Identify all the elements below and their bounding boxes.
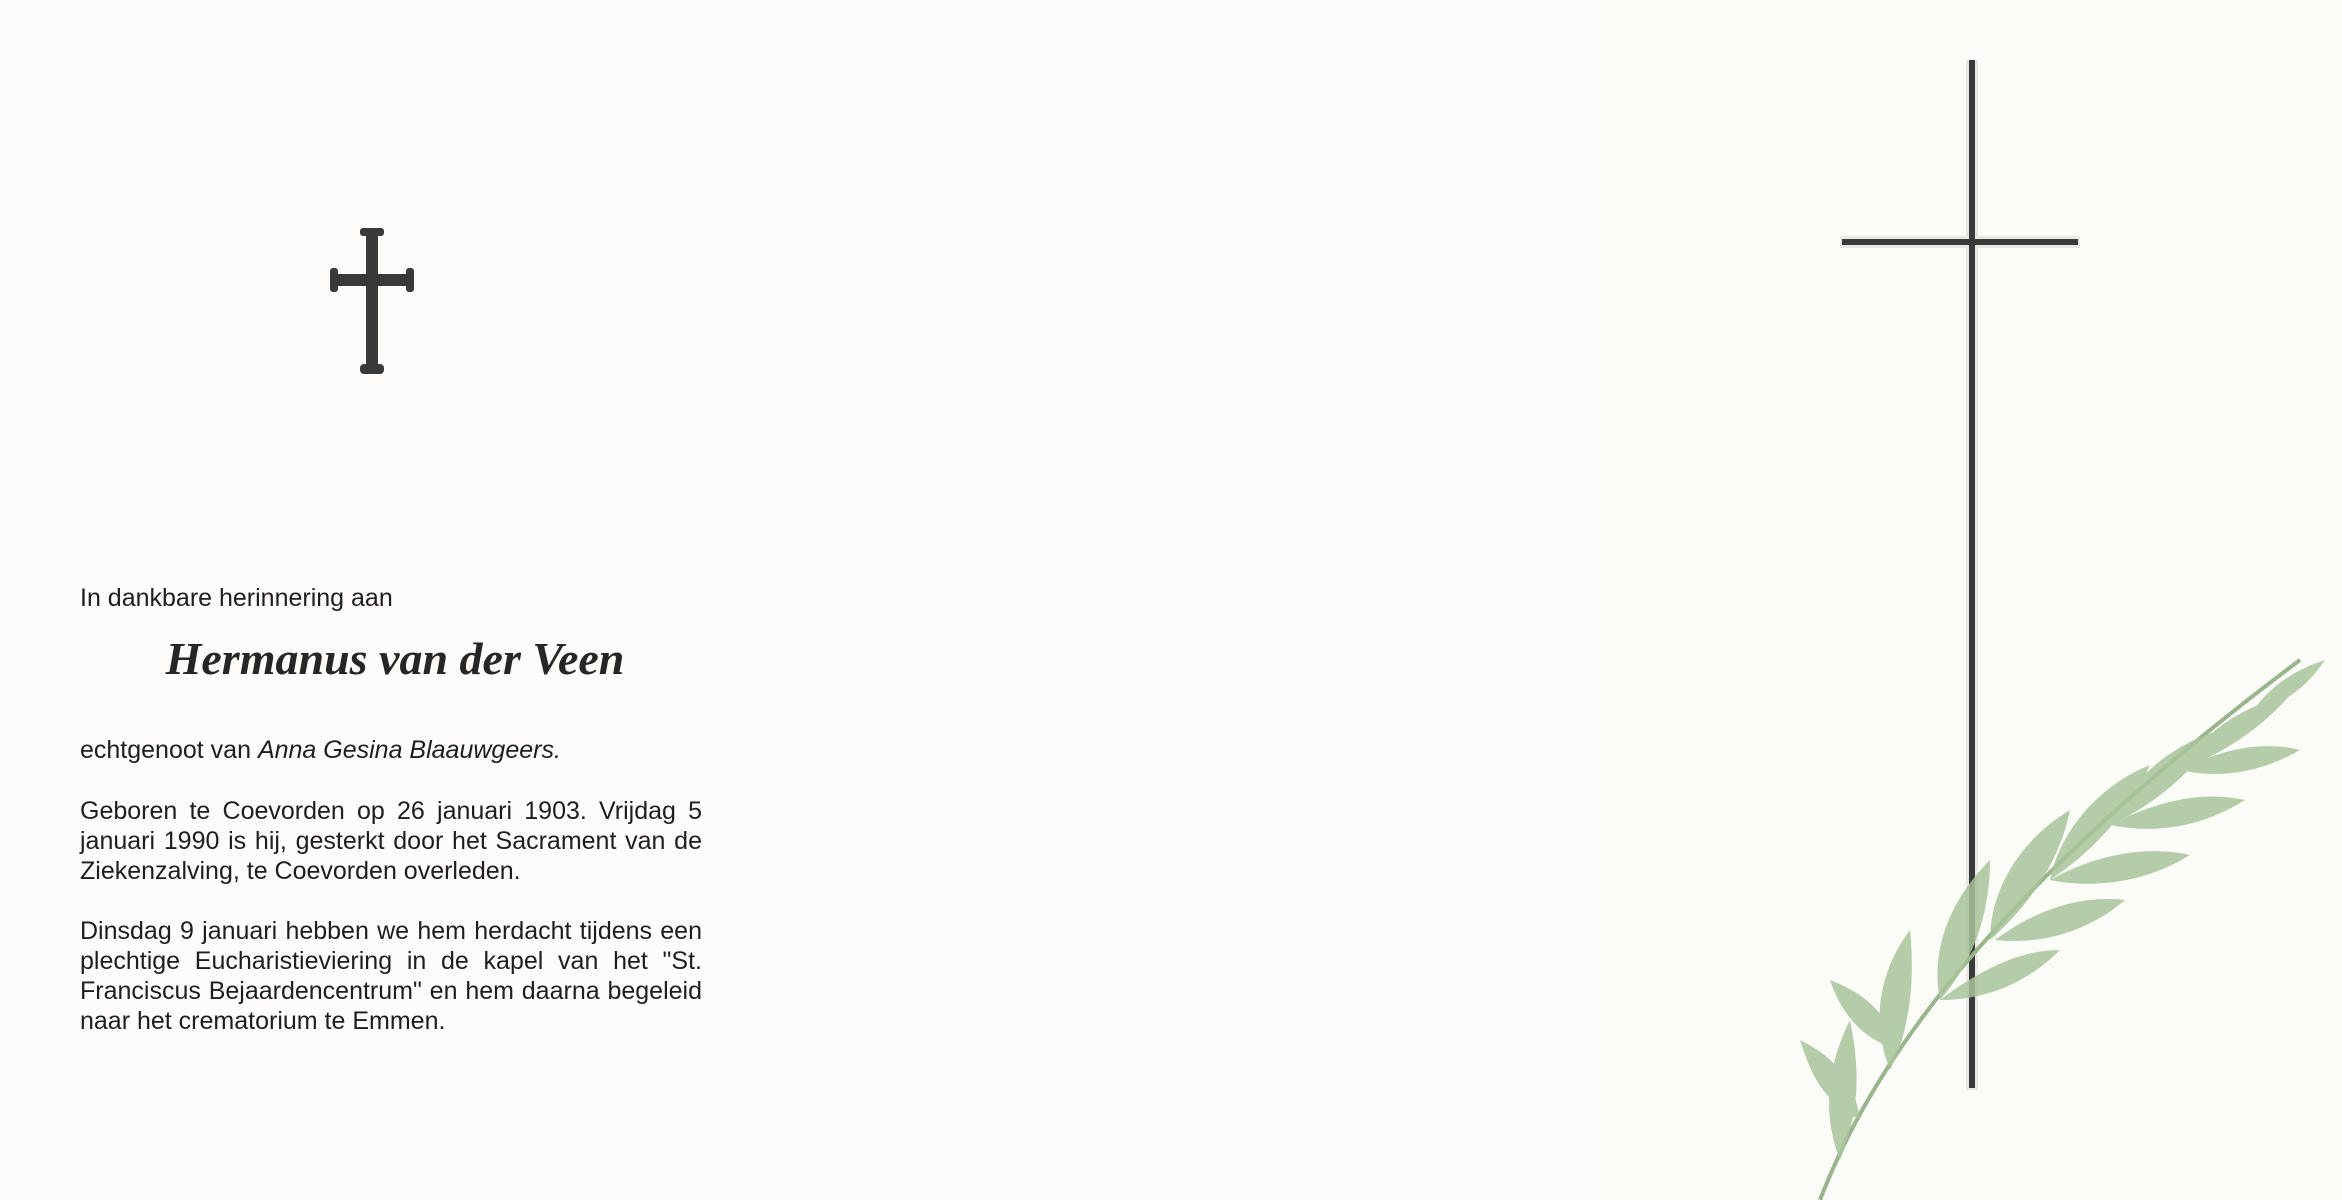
left-panel bbox=[0, 0, 800, 1200]
cross-icon bbox=[330, 228, 414, 374]
spouse-prefix: echtgenoot van bbox=[80, 736, 251, 764]
left-text-block bbox=[80, 796, 702, 1066]
dedication-lead: In dankbare herinnering aan bbox=[80, 584, 393, 612]
spouse-name: Anna Gesina Blaauwgeers. bbox=[257, 736, 561, 764]
funeral-paragraph: Dinsdag 9 januari hebben we hem herdacht tijdens een plechtige Eucharistieviering in de kapel van het "St. Franciscus Bejaardencentrum" en hem daarna begeleid naar het crematorium te Emmen. bbox=[80, 917, 702, 1035]
birth-death-paragraph: Geboren te Coevorden op 26 januari 1903. Vrijdag 5 januari 1990 is hij, gesterkt door het Sacrament van de Ziekenzalving, te Coevorden overleden. bbox=[80, 797, 702, 885]
middle-panel bbox=[800, 0, 1600, 1200]
spouse-line bbox=[80, 736, 561, 765]
palm-branch-icon bbox=[1780, 640, 2340, 1200]
deceased-name: Hermanus van der Veen bbox=[165, 633, 625, 684]
